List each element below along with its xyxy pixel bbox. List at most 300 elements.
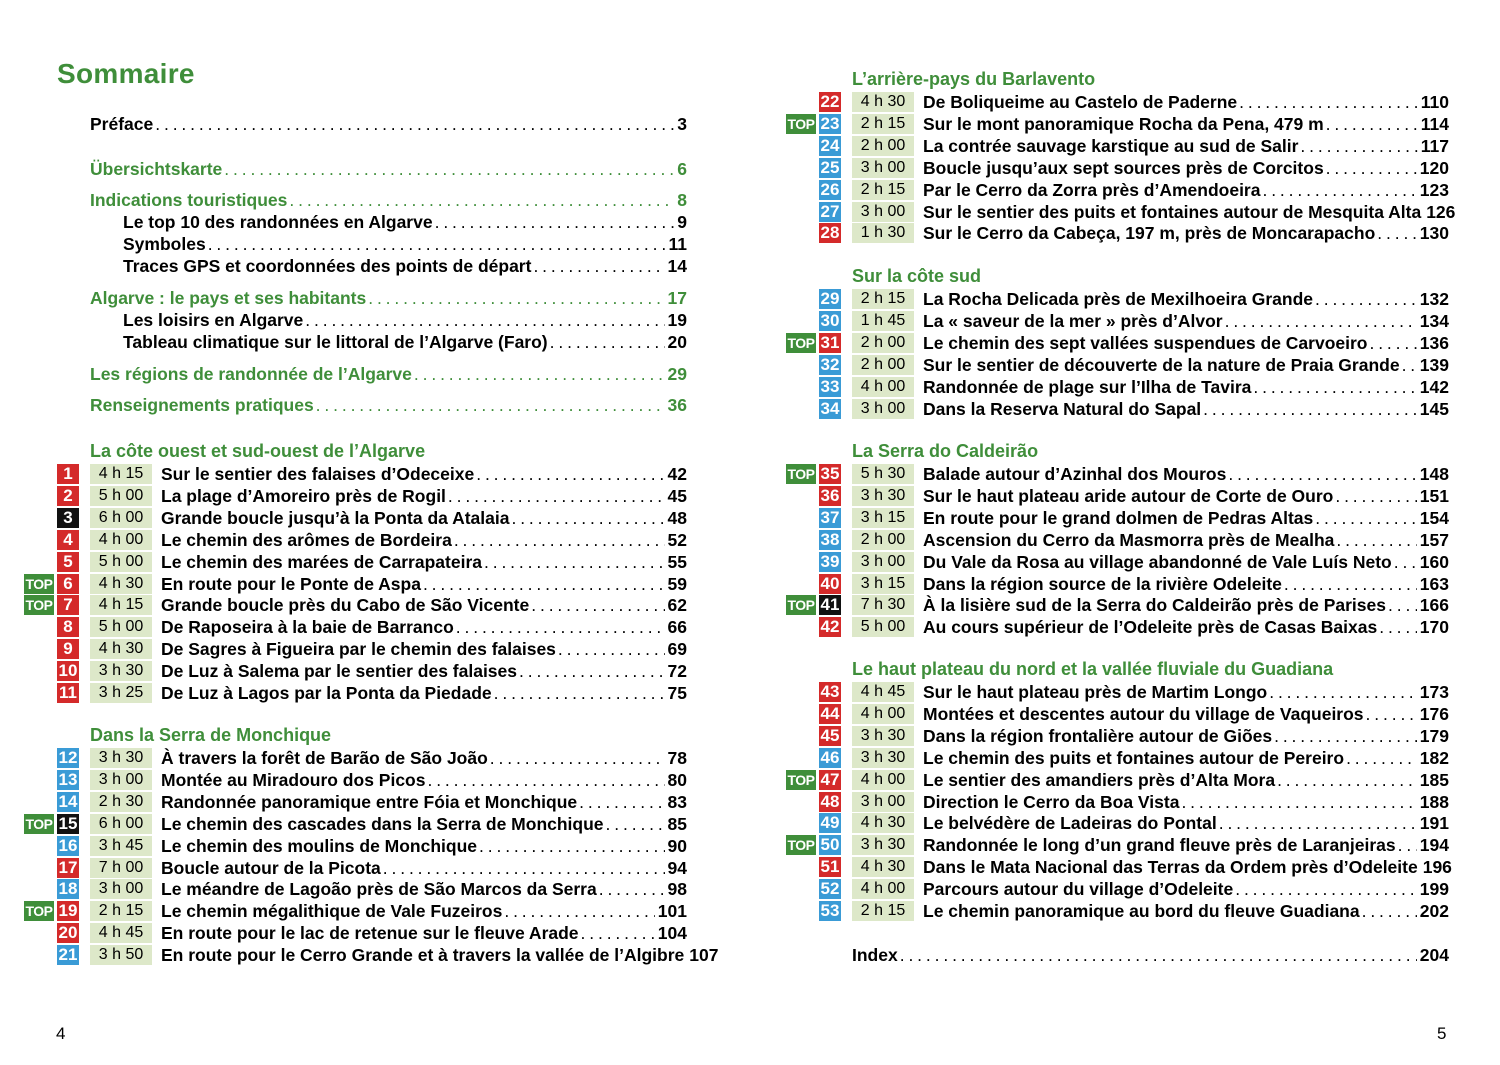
walk-entry[interactable] bbox=[923, 747, 1449, 769]
entry-title: Montées et descentes autour du village de Vaqueiros bbox=[923, 703, 1364, 724]
dot-leader bbox=[1315, 288, 1417, 310]
dot-leader bbox=[1235, 878, 1417, 900]
dot-leader bbox=[490, 747, 665, 769]
walk-number-badge: 43 bbox=[820, 682, 840, 701]
dot-leader bbox=[1225, 310, 1417, 332]
dot-leader bbox=[1262, 179, 1416, 201]
entry-title: Renseignements pratiques bbox=[90, 395, 314, 415]
entry-title: Sur le sentier des falaises d’Odeceixe bbox=[161, 464, 475, 484]
walk-duration: 3 h 30 bbox=[90, 661, 152, 681]
front-entry[interactable] bbox=[123, 255, 687, 277]
dot-leader bbox=[550, 331, 665, 353]
walk-number-badge: 9 bbox=[57, 639, 79, 659]
walk-duration: 2 h 00 bbox=[852, 530, 914, 550]
walk-number-badge: 18 bbox=[58, 879, 78, 899]
dot-leader bbox=[900, 944, 1417, 966]
walk-number-badge: 30 bbox=[820, 310, 840, 330]
dot-leader bbox=[1253, 376, 1416, 398]
top-badge: TOP bbox=[787, 115, 815, 132]
entry-page: 160 bbox=[1419, 551, 1449, 572]
dot-leader bbox=[1239, 91, 1418, 113]
entry-title: Au cours supérieur de l’Odeleite près de Casas Baixas bbox=[923, 617, 1378, 638]
entry-title: Le chemin des cascades dans la Serra de Monchique bbox=[161, 813, 604, 834]
right-page-number: 5 bbox=[1437, 1024, 1447, 1043]
walk-entry[interactable] bbox=[161, 529, 687, 551]
walk-entry[interactable] bbox=[161, 573, 687, 595]
entry-page: 166 bbox=[1419, 595, 1449, 616]
walk-duration: 1 h 45 bbox=[852, 311, 914, 331]
walk-number-badge: 47 bbox=[820, 769, 840, 789]
walk-entry[interactable] bbox=[161, 463, 687, 485]
walk-duration: 4 h 00 bbox=[852, 879, 914, 899]
dot-leader bbox=[599, 878, 665, 900]
entry-page: 202 bbox=[1419, 901, 1449, 921]
entry-page: 45 bbox=[667, 485, 687, 506]
walk-number-badge: 26 bbox=[820, 179, 840, 199]
walk-duration: 3 h 00 bbox=[852, 202, 914, 222]
entry-page: 14 bbox=[667, 256, 687, 276]
walk-entry[interactable] bbox=[161, 594, 687, 616]
entry-page: 3 bbox=[677, 114, 687, 134]
walk-entry[interactable] bbox=[923, 878, 1449, 900]
entry-page: 176 bbox=[1419, 703, 1449, 724]
walk-number-badge: 14 bbox=[58, 791, 78, 811]
walk-entry[interactable] bbox=[161, 878, 687, 900]
entry-title: Index bbox=[852, 945, 898, 965]
entry-title: En route pour le lac de retenue sur le fleuve Arade bbox=[161, 923, 579, 944]
entry-title: Le chemin des moulins de Monchique bbox=[161, 835, 478, 856]
section-heading: Le haut plateau du nord et la vallée fluviale du Guadiana bbox=[852, 659, 1334, 679]
walk-entry[interactable] bbox=[923, 551, 1449, 573]
entry-page: 179 bbox=[1419, 725, 1449, 746]
walk-entry[interactable] bbox=[923, 463, 1449, 485]
entry-title: De Sagres à Figueira par le chemin des falaises bbox=[161, 639, 556, 660]
entry-page: 163 bbox=[1419, 573, 1449, 594]
front-entry[interactable] bbox=[123, 211, 687, 233]
entry-page: 117 bbox=[1420, 135, 1449, 156]
walk-entry[interactable] bbox=[923, 616, 1449, 638]
entry-page: 66 bbox=[667, 617, 687, 638]
walk-number-badge: 50 bbox=[820, 835, 840, 855]
walk-number-badge: 29 bbox=[820, 289, 840, 308]
walk-duration: 3 h 15 bbox=[852, 508, 914, 528]
walk-number-badge: 19 bbox=[58, 901, 78, 921]
walk-entry[interactable] bbox=[923, 900, 1449, 922]
entry-page: 19 bbox=[667, 310, 687, 330]
entry-page: 78 bbox=[667, 748, 687, 768]
entry-page: 9 bbox=[677, 212, 687, 232]
walk-entry[interactable] bbox=[923, 398, 1449, 420]
walk-duration: 2 h 00 bbox=[852, 355, 914, 375]
entry-title: À la lisière sud de la Serra do Caldeirão près de Parises bbox=[923, 595, 1386, 616]
walk-entry[interactable] bbox=[923, 769, 1449, 791]
walk-duration: 2 h 15 bbox=[852, 114, 914, 134]
index-entry[interactable] bbox=[852, 944, 1449, 966]
dot-leader bbox=[579, 791, 664, 813]
entry-title: Algarve : le pays et ses habitants bbox=[90, 288, 367, 308]
walk-entry[interactable] bbox=[923, 856, 1452, 878]
walk-duration: 3 h 30 bbox=[852, 486, 914, 506]
front-entry[interactable] bbox=[90, 287, 687, 309]
top-badge: TOP bbox=[787, 597, 815, 614]
walk-entry[interactable] bbox=[923, 725, 1449, 747]
page-title: Sommaire bbox=[57, 58, 195, 89]
entry-title: Boucle jusqu’aux sept sources près de Corcitos bbox=[923, 157, 1324, 178]
walk-duration: 5 h 00 bbox=[90, 552, 152, 572]
entry-title: De Luz à Lagos par la Ponta da Piedade bbox=[161, 683, 492, 703]
dot-leader bbox=[1335, 485, 1416, 507]
walk-duration: 3 h 00 bbox=[852, 552, 914, 572]
walk-entry[interactable] bbox=[923, 332, 1449, 354]
walk-entry[interactable] bbox=[923, 594, 1449, 616]
entry-page: 196 bbox=[1422, 857, 1452, 878]
entry-title: De Luz à Salema par le sentier des falaises bbox=[161, 661, 518, 682]
entry-page: 52 bbox=[667, 529, 687, 550]
walk-duration: 3 h 00 bbox=[852, 792, 914, 812]
front-entry[interactable] bbox=[90, 189, 687, 211]
dot-leader bbox=[423, 573, 665, 595]
section-heading: Sur la côte sud bbox=[852, 266, 982, 286]
entry-page: 139 bbox=[1419, 354, 1449, 375]
entry-page: 83 bbox=[667, 791, 687, 812]
dot-leader bbox=[581, 922, 655, 944]
entry-title: Dans la région source de la rivière Odeleite bbox=[923, 573, 1282, 594]
entry-title: Le belvédère de Ladeiras do Pontal bbox=[923, 813, 1217, 834]
dot-leader bbox=[531, 594, 664, 616]
entry-title: À travers la forêt de Barão de São João bbox=[161, 748, 488, 768]
entry-page: 154 bbox=[1419, 507, 1449, 528]
walk-duration: 5 h 30 bbox=[852, 464, 914, 484]
entry-title: Le chemin des sept vallées suspendues de Carvoeiro bbox=[923, 332, 1368, 353]
walk-duration: 4 h 00 bbox=[852, 704, 914, 724]
walk-number-badge: 49 bbox=[820, 813, 840, 833]
dot-leader bbox=[1394, 551, 1417, 573]
dot-leader bbox=[1366, 703, 1417, 725]
walk-duration: 3 h 00 bbox=[90, 770, 152, 790]
entry-title: La « saveur de la mer » près d’Alvor bbox=[923, 310, 1223, 331]
walk-number-badge: 37 bbox=[820, 507, 840, 527]
walk-entry[interactable] bbox=[161, 682, 687, 704]
entry-title: Par le Cerro da Zorra près d’Amendoeira bbox=[923, 179, 1261, 200]
dot-leader bbox=[1181, 791, 1416, 813]
entry-title: La Rocha Delicada près de Mexilhoeira Grande bbox=[923, 289, 1313, 309]
entry-page: 6 bbox=[677, 159, 687, 179]
dot-leader bbox=[435, 211, 675, 233]
walk-entry[interactable] bbox=[161, 791, 687, 813]
walk-duration: 7 h 30 bbox=[852, 595, 914, 615]
entry-page: 185 bbox=[1419, 769, 1449, 790]
walk-entry[interactable] bbox=[923, 201, 1456, 223]
dot-leader bbox=[1379, 616, 1417, 638]
section-heading: Dans la Serra de Monchique bbox=[90, 725, 332, 745]
walk-number-badge: 32 bbox=[820, 354, 840, 374]
entry-page: 114 bbox=[1420, 113, 1449, 134]
walk-number-badge: 17 bbox=[58, 857, 78, 877]
walk-entry[interactable] bbox=[923, 113, 1449, 135]
walk-entry[interactable] bbox=[161, 660, 687, 682]
dot-leader bbox=[1326, 157, 1417, 179]
entry-page: 48 bbox=[667, 507, 687, 528]
entry-page: 170 bbox=[1419, 617, 1449, 638]
front-entry[interactable] bbox=[123, 309, 687, 331]
entry-page: 94 bbox=[667, 857, 687, 878]
entry-page: 72 bbox=[667, 661, 687, 682]
top-badge: TOP bbox=[787, 837, 815, 854]
entry-page: 134 bbox=[1419, 310, 1449, 331]
walk-duration: 2 h 15 bbox=[852, 289, 914, 309]
walk-duration: 2 h 30 bbox=[90, 792, 152, 812]
entry-page: 36 bbox=[667, 395, 687, 415]
walk-duration: 2 h 00 bbox=[852, 136, 914, 156]
walk-number-badge: 16 bbox=[58, 835, 78, 855]
walk-duration: 4 h 30 bbox=[852, 813, 914, 833]
walk-number-badge: 48 bbox=[820, 791, 840, 811]
entry-page: 132 bbox=[1419, 289, 1449, 309]
dot-leader bbox=[1315, 507, 1417, 529]
entry-page: 142 bbox=[1419, 376, 1449, 397]
entry-page: 107 bbox=[689, 945, 719, 966]
entry-title: Dans la Reserva Natural do Sapal bbox=[923, 398, 1202, 419]
walk-entry[interactable] bbox=[923, 135, 1449, 157]
entry-page: 136 bbox=[1419, 332, 1449, 353]
entry-title: Le top 10 des randonnées en Algarve bbox=[123, 212, 433, 232]
dot-leader bbox=[368, 287, 664, 309]
dot-leader bbox=[208, 233, 666, 255]
entry-title: De Raposeira à la baie de Barranco bbox=[161, 617, 454, 638]
walk-entry[interactable] bbox=[923, 310, 1449, 332]
walk-number-badge: 24 bbox=[820, 135, 840, 155]
entry-title: La contrée sauvage karstique au sud de Salir bbox=[923, 135, 1299, 156]
walk-duration: 3 h 00 bbox=[852, 158, 914, 178]
walk-entry[interactable] bbox=[161, 616, 687, 638]
top-badge: TOP bbox=[787, 334, 815, 351]
walk-number-badge: 45 bbox=[820, 725, 840, 745]
dot-leader bbox=[479, 835, 665, 857]
walk-duration: 3 h 30 bbox=[90, 748, 152, 768]
walk-number-badge: 35 bbox=[820, 464, 840, 483]
dot-leader bbox=[316, 394, 665, 416]
entry-title: Ascension du Cerro da Masmorra près de Mealha bbox=[923, 529, 1335, 550]
front-entry[interactable] bbox=[90, 113, 687, 135]
entry-title: Sur le haut plateau près de Martim Longo bbox=[923, 682, 1268, 702]
walk-entry[interactable] bbox=[923, 354, 1449, 376]
walk-entry[interactable] bbox=[923, 681, 1449, 703]
dot-leader bbox=[1269, 681, 1417, 703]
walk-duration: 1 h 30 bbox=[852, 223, 914, 243]
entry-title: Parcours autour du village d’Odeleite bbox=[923, 879, 1234, 900]
walk-entry[interactable] bbox=[161, 747, 687, 769]
dot-leader bbox=[448, 485, 665, 507]
walk-duration: 4 h 30 bbox=[852, 92, 914, 112]
front-entry[interactable] bbox=[90, 363, 687, 385]
entry-page: 11 bbox=[668, 234, 687, 254]
walk-duration: 4 h 00 bbox=[852, 377, 914, 397]
walk-number-badge: 31 bbox=[820, 332, 840, 352]
walk-entry[interactable] bbox=[923, 573, 1449, 595]
walk-entry[interactable] bbox=[923, 485, 1449, 507]
dot-leader bbox=[606, 813, 665, 835]
entry-page: 148 bbox=[1419, 464, 1449, 484]
entry-page: 62 bbox=[667, 595, 687, 616]
entry-title: De Boliqueime au Castelo de Paderne bbox=[923, 92, 1238, 112]
entry-page: 130 bbox=[1419, 223, 1449, 244]
walk-duration: 3 h 50 bbox=[90, 945, 152, 965]
walk-entry[interactable] bbox=[161, 485, 687, 507]
walk-duration: 4 h 45 bbox=[852, 682, 914, 702]
entry-title: Randonnée le long d’un grand fleuve près de Laranjeiras bbox=[923, 835, 1396, 856]
walk-duration: 4 h 15 bbox=[90, 595, 152, 615]
walk-entry[interactable] bbox=[923, 376, 1449, 398]
walk-entry[interactable] bbox=[161, 900, 687, 922]
entry-page: 20 bbox=[667, 332, 687, 352]
walk-number-badge: 21 bbox=[58, 945, 78, 965]
entry-page: 59 bbox=[667, 573, 687, 594]
walk-duration: 3 h 30 bbox=[852, 748, 914, 768]
top-badge: TOP bbox=[25, 903, 53, 920]
walk-duration: 2 h 15 bbox=[852, 180, 914, 200]
walk-duration: 3 h 45 bbox=[90, 836, 152, 856]
entry-title: Randonnée panoramique entre Fóia et Monchique bbox=[161, 791, 578, 812]
walk-entry[interactable] bbox=[923, 703, 1449, 725]
entry-title: Übersichtskarte bbox=[90, 159, 223, 179]
walk-duration: 6 h 00 bbox=[90, 814, 152, 834]
entry-page: 157 bbox=[1419, 529, 1449, 550]
walk-entry[interactable] bbox=[161, 835, 687, 857]
dot-leader bbox=[1219, 812, 1417, 834]
dot-leader bbox=[1284, 573, 1417, 595]
entry-title: Direction le Cerro da Boa Vista bbox=[923, 791, 1180, 812]
walk-entry[interactable] bbox=[923, 91, 1449, 113]
walk-entry[interactable] bbox=[923, 222, 1449, 244]
entry-page: 126 bbox=[1426, 201, 1456, 222]
entry-title: Randonnée de plage sur l’Ilha de Tavira bbox=[923, 376, 1252, 397]
entry-page: 120 bbox=[1419, 157, 1449, 178]
entry-page: 75 bbox=[667, 683, 687, 703]
front-entry[interactable] bbox=[123, 331, 687, 353]
walk-entry[interactable] bbox=[923, 812, 1449, 834]
dot-leader bbox=[456, 616, 665, 638]
entry-page: 17 bbox=[667, 288, 687, 308]
walk-number-badge: 41 bbox=[820, 595, 840, 615]
entry-page: 98 bbox=[667, 879, 687, 900]
walk-entry[interactable] bbox=[161, 507, 687, 529]
walk-duration: 2 h 15 bbox=[90, 901, 152, 921]
entry-page: 104 bbox=[657, 923, 687, 944]
front-entry[interactable] bbox=[90, 394, 687, 416]
dot-leader bbox=[1362, 900, 1417, 922]
walk-number-badge: 15 bbox=[58, 813, 78, 833]
walk-duration: 5 h 00 bbox=[852, 617, 914, 637]
walk-entry[interactable] bbox=[923, 157, 1449, 179]
dot-leader bbox=[224, 158, 674, 180]
entry-page: 191 bbox=[1419, 813, 1449, 834]
walk-number-badge: 33 bbox=[820, 376, 840, 396]
entry-page: 8 bbox=[677, 190, 687, 210]
walk-duration: 4 h 00 bbox=[852, 770, 914, 790]
entry-page: 151 bbox=[1419, 485, 1449, 506]
walk-entry[interactable] bbox=[161, 551, 687, 573]
walk-number-badge: 51 bbox=[820, 857, 840, 877]
walk-entry[interactable] bbox=[161, 813, 687, 835]
entry-title: Sur le haut plateau aride autour de Corte de Ouro bbox=[923, 485, 1334, 506]
entry-title: Symboles bbox=[123, 234, 206, 254]
walk-duration: 7 h 00 bbox=[90, 858, 152, 878]
entry-title: Le chemin des marées de Carrapateira bbox=[161, 551, 482, 572]
walk-duration: 5 h 00 bbox=[90, 486, 152, 506]
walk-duration: 2 h 15 bbox=[852, 901, 914, 921]
entry-title: Traces GPS et coordonnées des points de départ bbox=[123, 256, 532, 276]
walk-entry[interactable] bbox=[923, 834, 1449, 856]
dot-leader bbox=[1398, 834, 1417, 856]
entry-page: 188 bbox=[1419, 791, 1449, 812]
walk-duration: 3 h 25 bbox=[90, 683, 152, 703]
dot-leader bbox=[484, 551, 665, 573]
walk-duration: 4 h 30 bbox=[90, 574, 152, 594]
walk-number-badge: 22 bbox=[820, 92, 840, 111]
entry-title: Montée au Miradouro dos Picos bbox=[161, 769, 426, 790]
walk-entry[interactable] bbox=[923, 791, 1449, 813]
walk-duration: 4 h 15 bbox=[90, 464, 152, 484]
walk-entry[interactable] bbox=[923, 179, 1449, 201]
entry-title: Le chemin des arômes de Bordeira bbox=[161, 529, 452, 550]
entry-title: Grande boucle près du Cabo de São Vicente bbox=[161, 595, 530, 616]
walk-number-badge: 12 bbox=[58, 748, 78, 767]
entry-page: 199 bbox=[1419, 879, 1449, 900]
walk-number-badge: 40 bbox=[820, 573, 840, 593]
walk-duration: 3 h 30 bbox=[852, 835, 914, 855]
entry-page: 182 bbox=[1419, 747, 1449, 768]
walk-number-badge: 34 bbox=[820, 398, 840, 418]
walk-duration: 5 h 00 bbox=[90, 617, 152, 637]
walk-entry[interactable] bbox=[161, 944, 719, 966]
walk-entry[interactable] bbox=[161, 857, 687, 879]
entry-title: Les loisirs en Algarve bbox=[123, 310, 304, 330]
dot-leader bbox=[1377, 222, 1417, 244]
walk-number-badge: 8 bbox=[57, 617, 79, 637]
front-entry[interactable] bbox=[90, 158, 687, 180]
walk-duration: 4 h 00 bbox=[90, 530, 152, 550]
walk-entry[interactable] bbox=[161, 769, 687, 791]
walk-duration: 3 h 00 bbox=[852, 399, 914, 419]
walk-entry[interactable] bbox=[923, 288, 1449, 310]
dot-leader bbox=[558, 638, 665, 660]
walk-number-badge: 28 bbox=[820, 223, 840, 243]
entry-page: 110 bbox=[1420, 92, 1449, 112]
walk-entry[interactable] bbox=[923, 529, 1449, 551]
entry-page: 145 bbox=[1419, 398, 1449, 419]
entry-page: 80 bbox=[667, 769, 687, 790]
walk-duration: 2 h 00 bbox=[852, 333, 914, 353]
dot-leader bbox=[519, 660, 665, 682]
walk-number-badge: 46 bbox=[820, 747, 840, 767]
entry-title: Le sentier des amandiers près d’Alta Mora bbox=[923, 769, 1276, 790]
dot-leader bbox=[476, 463, 664, 485]
left-page-number: 4 bbox=[56, 1024, 66, 1043]
front-entry[interactable] bbox=[123, 233, 687, 255]
dot-leader bbox=[1369, 332, 1416, 354]
walk-duration: 4 h 30 bbox=[90, 639, 152, 659]
entry-title: En route pour le grand dolmen de Pedras Altas bbox=[923, 507, 1314, 528]
entry-title: Dans le Mata Nacional das Terras da Ordem près d’Odeleite bbox=[923, 857, 1418, 878]
walk-number-badge: 5 bbox=[57, 552, 79, 572]
entry-title: Sur le sentier des puits et fontaines autour de Mesquita Alta bbox=[923, 201, 1422, 222]
walk-entry[interactable] bbox=[161, 922, 687, 944]
walk-entry[interactable] bbox=[923, 507, 1449, 529]
dot-leader bbox=[427, 769, 664, 791]
walk-entry[interactable] bbox=[161, 638, 687, 660]
entry-title: Les régions de randonnée de l’Algarve bbox=[90, 364, 412, 384]
dot-leader bbox=[511, 507, 664, 529]
